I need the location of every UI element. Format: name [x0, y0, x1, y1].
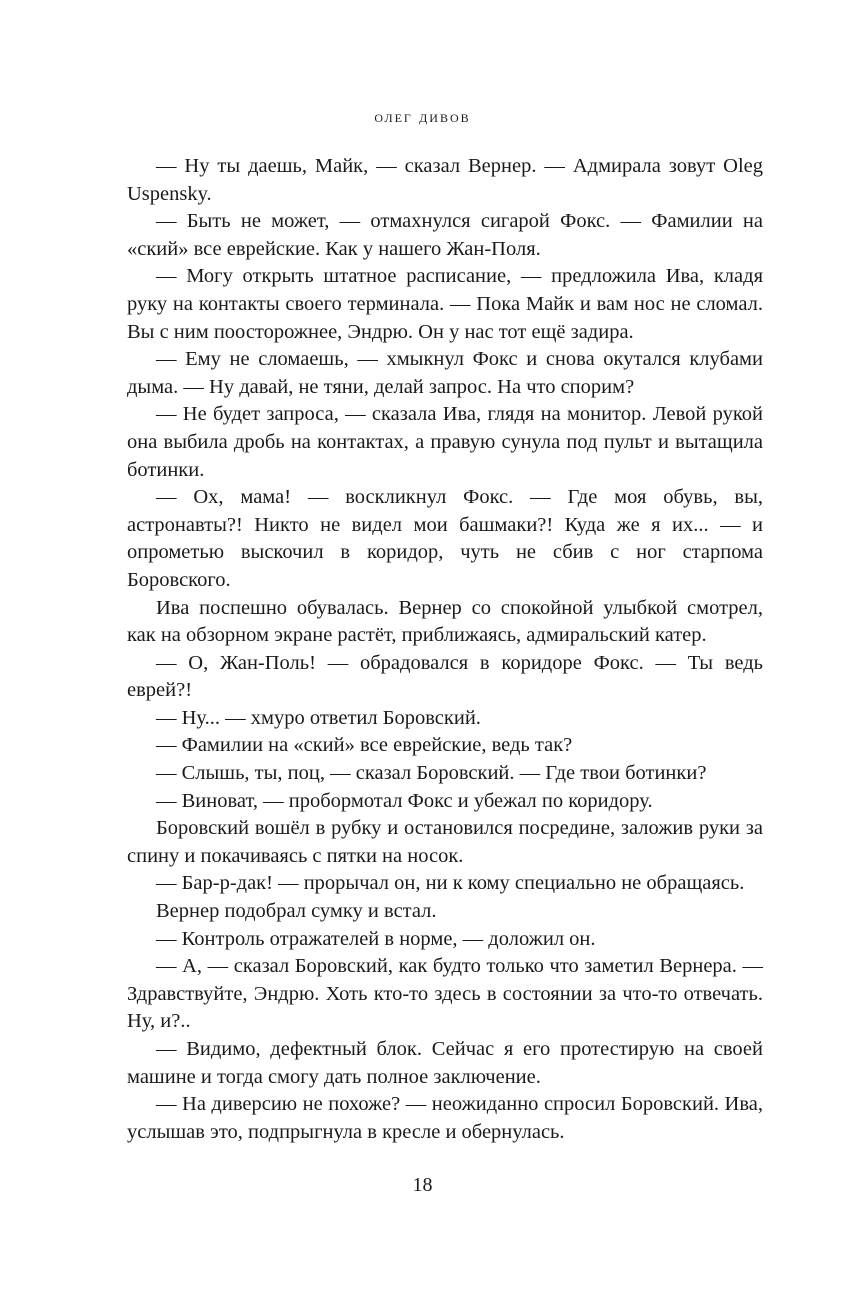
paragraph: Боровский вошёл в рубку и остановился посредине, заложив руки за спину и покачиваясь с пятки на носок. — [127, 817, 763, 867]
paragraph: — Слышь, ты, поц, — сказал Боровский. — Где твои ботинки? — [156, 762, 707, 785]
paragraph: — А, — сказал Боровский, как будто только что заметил Вернера. — Здравствуйте, Эндрю. Хоть кто-то здесь в состоянии за что-то отвечать. Ну, и?.. — [127, 955, 763, 1033]
paragraph: Вернер подобрал сумку и встал. — [156, 900, 437, 923]
paragraph: — О, Жан-Поль! — обрадовался в коридоре Фокс. — Ты ведь еврей?! — [127, 651, 763, 702]
paragraph: — Ему не сломаешь, — хмыкнул Фокс и снова окутался клубами дыма. — Ну давай, не тяни, делай запрос. На что спорим? — [127, 348, 763, 398]
body-text — [127, 153, 763, 1146]
paragraph: — Виноват, — пробормотал Фокс и убежал по коридору. — [156, 789, 653, 812]
paragraph: — Видимо, дефектный блок. Сейчас я его протестирую на своей машине и тогда смогу дать полное заключение. — [127, 1038, 763, 1088]
paragraph: — Могу открыть штатное расписание, — предложила Ива, кладя руку на контакты своего терминала. — Пока Майк и вам нос не сломал. Вы с ним поосторожнее, Эндрю. Он у нас тот ещё задира. — [127, 265, 763, 343]
paragraph: — Не будет запроса, — сказала Ива, глядя на монитор. Левой рукой она выбила дробь на контактах, а правую сунула под пульт и вытащила ботинки. — [127, 403, 763, 481]
paragraph: — Быть не может, — отмахнулся сигарой Фокс. — Фамилии на «ский» все еврейские. Как у нашего Жан-Поля. — [127, 210, 763, 260]
paragraph: — На диверсию не похоже? — неожиданно спросил Боровский. Ива, услышав это, подпрыгнула в кресле и обернулась. — [127, 1093, 763, 1143]
paragraph: — Бар-р-дак! — прорычал он, ни к кому специально не обращаясь. — [156, 872, 745, 895]
paragraph: — Ну... — хмуро ответил Боровский. — [156, 706, 481, 729]
paragraph: — Ну ты даешь, Майк, — сказал Вернер. — Адмирала зовут Oleg Uspensky. — [127, 155, 763, 205]
paragraph: — Контроль отражателей в норме, — доложил он. — [156, 927, 596, 950]
paragraph: Ива поспешно обувалась. Вернер со спокойной улыбкой смотрел, как на обзорном экране растёт, приближаясь, адмиральский катер. — [127, 596, 763, 647]
running-head-author: олег дивов — [374, 107, 471, 126]
paragraph: — Фамилии на «ский» все еврейские, ведь так? — [156, 734, 573, 757]
page-number: 18 — [412, 1174, 433, 1196]
paragraph: — Ох, мама! — воскликнул Фокс. — Где моя обувь, вы, астронавты?! Никто не видел мои башмаки?! Куда же я их... — и опрометью выскочил в коридор, чуть не сбив с ног старпома Боровского. — [127, 486, 763, 591]
